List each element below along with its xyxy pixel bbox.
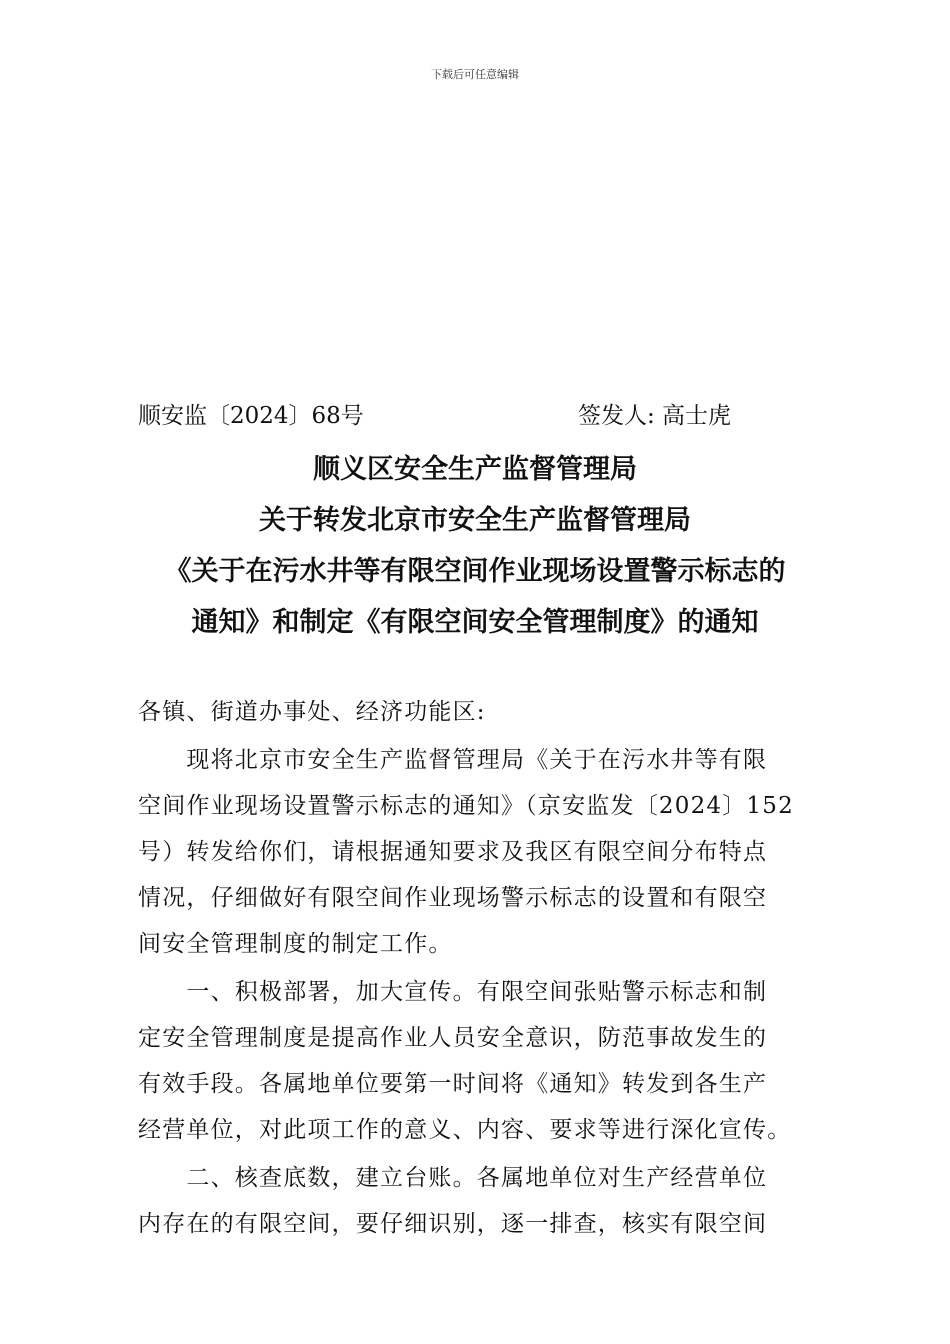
paragraph-line: 号）转发给你们，请根据通知要求及我区有限空间分布特点 [138,839,768,865]
signer: 签发人: 高士虎 [578,403,732,429]
paragraph-line: 定安全管理制度是提高作业人员安全意识，防范事故发生的 [138,1025,768,1051]
paragraph-line: 经营单位，对此项工作的意义、内容、要求等进行深化宣传。 [138,1117,792,1143]
paragraph-line: 一、积极部署，加大宣传。有限空间张贴警示标志和制 [138,979,768,1005]
body-text [138,689,818,1247]
addressee: 各镇、街道办事处、经济功能区: [138,699,486,725]
title-line: 《关于在污水井等有限空间作业现场设置警示标志的 [164,556,786,587]
document-meta [138,398,818,434]
paragraph-line: 二、核查底数，建立台账。各属地单位对生产经营单位 [138,1165,768,1191]
paragraph-intro [138,737,818,967]
document-title [100,444,850,648]
paragraph-section-2 [138,1155,818,1247]
title-line: 关于转发北京市安全生产监督管理局 [259,505,691,536]
paragraph-line: 现将北京市安全生产监督管理局《关于在污水井等有限 [138,747,768,773]
paragraph-line: 内存在的有限空间，要仔细识别，逐一排查，核实有限空间 [138,1211,768,1237]
header-note: 下载后可任意编辑 [431,68,519,81]
paragraph-section-1 [138,969,818,1153]
title-line: 顺义区安全生产监督管理局 [313,454,637,485]
paragraph-line: 有效手段。各属地单位要第一时间将《通知》转发到各生产 [138,1071,768,1097]
paragraph-line: 间安全管理制度的制定工作。 [138,931,453,957]
title-line: 通知》和制定《有限空间安全管理制度》的通知 [191,607,759,638]
paragraph-line: 空间作业现场设置警示标志的通知》（京安监发〔2024〕152 [138,793,794,819]
paragraph-line: 情况，仔细做好有限空间作业现场警示标志的设置和有限空 [138,885,768,911]
document-number: 顺安监〔2024〕68号 [138,403,364,429]
